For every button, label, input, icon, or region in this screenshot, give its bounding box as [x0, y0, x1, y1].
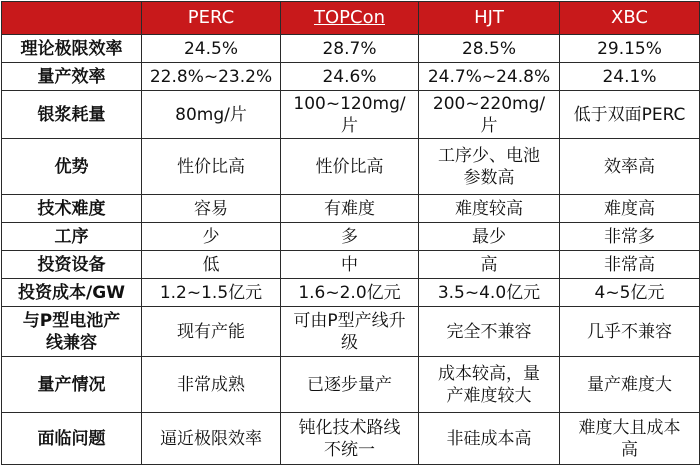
- cell-xbc: 难度高: [560, 195, 700, 223]
- technology-comparison-table: [1, 1, 700, 465]
- row-label: 工序: [2, 223, 142, 251]
- header-hjt: HJT: [419, 2, 560, 35]
- cell-hjt: 200~220mg/ 片: [419, 91, 560, 139]
- row-label: 投资成本/GW: [2, 279, 142, 307]
- cell-xbc: 低于双面PERC: [560, 91, 700, 139]
- cell-xbc: 难度大且成本 高: [560, 413, 700, 465]
- table-body: [2, 35, 700, 465]
- cell-topcon: 多: [281, 223, 419, 251]
- table-header: [2, 2, 700, 35]
- cell-xbc: 29.15%: [560, 35, 700, 63]
- row-label: 与P型电池产 线兼容: [2, 307, 142, 357]
- row-label: 银浆耗量: [2, 91, 142, 139]
- cell-perc: 24.5%: [142, 35, 281, 63]
- row-label: 技术难度: [2, 195, 142, 223]
- cell-xbc: 效率高: [560, 139, 700, 195]
- table-row: [2, 35, 700, 63]
- cell-hjt: 最少: [419, 223, 560, 251]
- cell-hjt: 高: [419, 251, 560, 279]
- table-row: [2, 223, 700, 251]
- cell-perc: 性价比高: [142, 139, 281, 195]
- cell-topcon: 28.7%: [281, 35, 419, 63]
- cell-xbc: 非常高: [560, 251, 700, 279]
- cell-perc: 低: [142, 251, 281, 279]
- cell-hjt: 24.7%~24.8%: [419, 63, 560, 91]
- header-topcon: TOPCon: [281, 2, 419, 35]
- table-row: [2, 251, 700, 279]
- row-label: 理论极限效率: [2, 35, 142, 63]
- table-row: [2, 413, 700, 465]
- cell-xbc: 量产难度大: [560, 357, 700, 413]
- table-row: [2, 91, 700, 139]
- cell-xbc: 4~5亿元: [560, 279, 700, 307]
- header-row: [2, 2, 700, 35]
- cell-xbc: 非常多: [560, 223, 700, 251]
- table-row: [2, 279, 700, 307]
- table-row: [2, 195, 700, 223]
- table-row: [2, 63, 700, 91]
- row-label: 量产效率: [2, 63, 142, 91]
- table-row: [2, 307, 700, 357]
- row-label: 投资设备: [2, 251, 142, 279]
- cell-topcon: 已逐步量产: [281, 357, 419, 413]
- cell-perc: 1.2~1.5亿元: [142, 279, 281, 307]
- cell-perc: 非常成熟: [142, 357, 281, 413]
- cell-perc: 少: [142, 223, 281, 251]
- cell-hjt: 成本较高，量 产难度较大: [419, 357, 560, 413]
- cell-perc: 80mg/片: [142, 91, 281, 139]
- cell-hjt: 完全不兼容: [419, 307, 560, 357]
- table-row: [2, 139, 700, 195]
- cell-xbc: 几乎不兼容: [560, 307, 700, 357]
- header-perc: PERC: [142, 2, 281, 35]
- row-label: 面临问题: [2, 413, 142, 465]
- cell-hjt: 难度较高: [419, 195, 560, 223]
- cell-topcon: 性价比高: [281, 139, 419, 195]
- cell-hjt: 3.5~4.0亿元: [419, 279, 560, 307]
- cell-xbc: 24.1%: [560, 63, 700, 91]
- cell-topcon: 中: [281, 251, 419, 279]
- header-corner-cell: [2, 2, 142, 35]
- cell-hjt: 工序少、电池 参数高: [419, 139, 560, 195]
- cell-topcon: 1.6~2.0亿元: [281, 279, 419, 307]
- cell-perc: 22.8%~23.2%: [142, 63, 281, 91]
- cell-hjt: 28.5%: [419, 35, 560, 63]
- cell-perc: 容易: [142, 195, 281, 223]
- cell-topcon: 钝化技术路线 不统一: [281, 413, 419, 465]
- cell-perc: 现有产能: [142, 307, 281, 357]
- header-xbc: XBC: [560, 2, 700, 35]
- cell-topcon: 100~120mg/ 片: [281, 91, 419, 139]
- row-label: 优势: [2, 139, 142, 195]
- table-row: [2, 357, 700, 413]
- cell-perc: 逼近极限效率: [142, 413, 281, 465]
- cell-topcon: 可由P型产线升 级: [281, 307, 419, 357]
- cell-topcon: 有难度: [281, 195, 419, 223]
- row-label: 量产情况: [2, 357, 142, 413]
- cell-topcon: 24.6%: [281, 63, 419, 91]
- cell-hjt: 非硅成本高: [419, 413, 560, 465]
